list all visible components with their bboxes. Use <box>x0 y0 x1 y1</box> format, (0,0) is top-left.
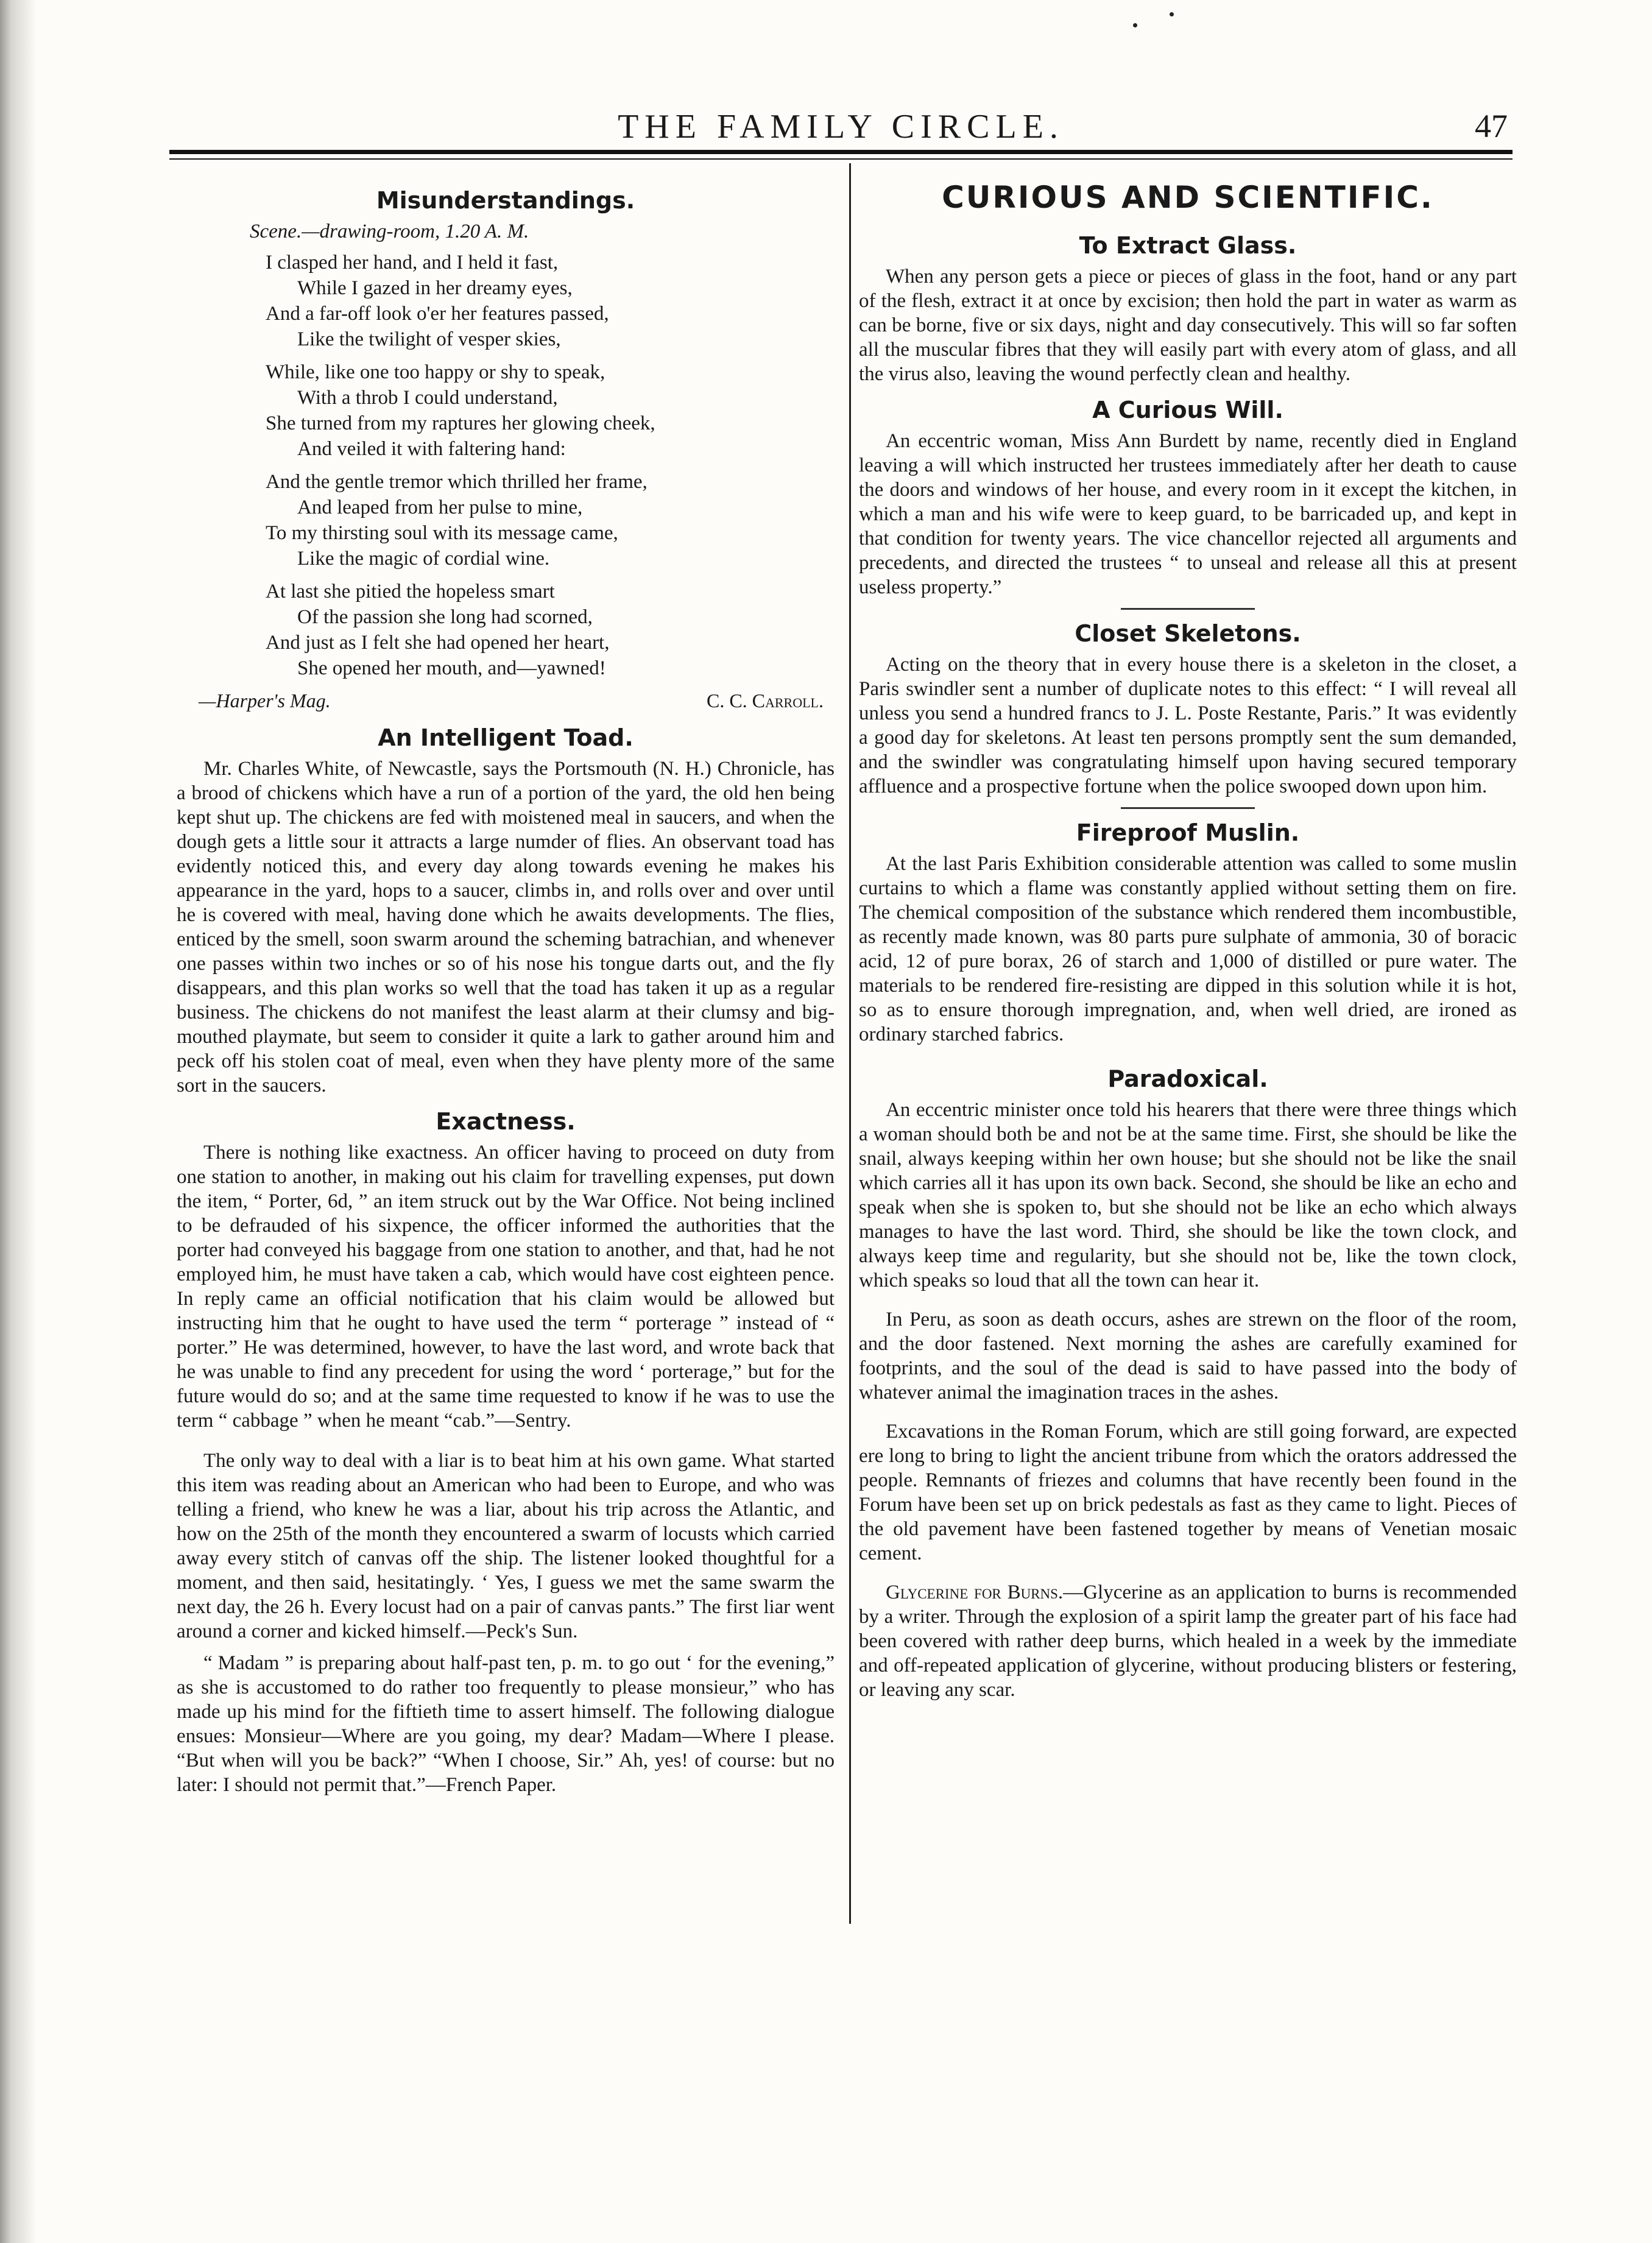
article-body: In Peru, as soon as death occurs, ashes are strewn on the floor of the room, and the door fastened. Next morning the ashes are carefully examined for footprints, and the soul of the dead is said to have passed into the body of whatever animal the imagination traces in the ashes. <box>859 1309 1517 1404</box>
poem-line: And leaped from her pulse to mine, <box>297 496 583 518</box>
article-text: —Glycerine as an application to burns is recommended by a writer. Through the explosion of a spirit lamp the greater part of his face had been covered with rather deep burns, which healed in a week by the immediate and off-repeated application of glycerine, without producing blisters or festering, or leaving any scar. <box>859 1581 1517 1701</box>
article-title: Closet Skeletons. <box>1075 620 1301 647</box>
article-body: Mr. Charles White, of Newcastle, says the Portsmouth (N. H.) Chronicle, has a brood of chickens which have a run of a portion of the yard, the old hen being kept shut up. The chickens are fed with moistened meal in saucers, and when the dough gets a little sour it attracts a large numder of flies. An observant toad has evidently noticed this, and every day along towards evening he makes his appearance in the yard, hops to a saucer, climbs in, and rolls over and over until he is covered with meal, having done which he awaits developments. The flies, enticed by the smell, soon swarm around the scheming batrachian, and whenever one passes within two inches or so of his nose his tongue darts out, and the fly disappears, and this plan works so well that the toad has taken it up as a regular business. The chickens do not manifest the least alarm at their clumsy and big-mouthed playmate, but seem to consider it quite a lark to gather around him and peck off his stolen coat of meal, even when they have plenty more of the same sort in the saucers. <box>177 758 835 1097</box>
article-title: A Curious Will. <box>1092 397 1283 423</box>
poem-line: And a far-off look o'er her features passed, <box>266 303 609 325</box>
article-title: To Extract Glass. <box>1079 232 1297 259</box>
article-body <box>859 1580 1517 1702</box>
header-rule <box>169 150 1513 154</box>
article-body: The only way to deal with a liar is to beat him at his own game. What started this item was reading about an American who had been to Europe, and who was telling a friend, who knew he was a liar, about his trip across the Atlantic, and how on the 25th of the month they encountered a swarm of locusts which carried away every stitch of canvas off the ship. The listener looked thoughtful for a moment, and then said, hesitatingly. ‘ Yes, I guess we met the same swarm the next day, the 26 h. Every locust had on a pair of canvas pants.” The first liar went around a corner and kicked himself.—Peck's Sun. <box>177 1450 835 1642</box>
header-rule-thin <box>169 158 1513 160</box>
article-roman-forum <box>859 1419 1517 1566</box>
poem-line: I clasped her hand, and I held it fast, <box>266 252 559 274</box>
article-title: Exactness. <box>436 1108 576 1135</box>
article-body: “ Madam ” is preparing about half-past ten, p. m. to go out ‘ for the evening,” as she is accustomed to do rather too frequently to please monsieur,” who has made up his mind for the fiftieth time to assert himself. The following dialogue ensues: Monsieur—Where are you going, my dear? Madam—Where I please. “But when will you be back?” “When I choose, Sir.” Ah, yes! of course: but no later: I should not permit that.”—French Paper. <box>177 1652 835 1796</box>
article-body: Acting on the theory that in every house there is a skeleton in the closet, a Paris swindler sent a number of duplicate notes to this effect: “ I will reveal all unless you send a hundred francs to J. L. Poste Restante, Paris.” It was evidently a good day for skeletons. At least ten persons promptly sent the sum demanded, and the swindler was congratulating himself upon having secured temporary affluence and a prospective fortune when the police swooped down upon him. <box>859 654 1517 797</box>
article-title: An Intelligent Toad. <box>378 724 634 751</box>
running-title: THE FAMILY CIRCLE. <box>618 108 1064 146</box>
article-body: An eccentric woman, Miss Ann Burdett by name, recently died in England leaving a will which instructed her trustees immediately after her death to cause the doors and windows of her house, and every room in it except the kitchen, in which a man and his wife were to keep guard, to be barricaded up, and kept in that condition for twenty years. The vice chancellor rejected all arguments and precedents, and directed the trustees “ to unseal and release all this at present useless property.” <box>859 430 1517 598</box>
poem-stanza <box>177 469 835 571</box>
article-body: At the last Paris Exhibition considerable attention was called to some muslin curtains to which a flame was constantly applied without setting them on fire. The chemical composition of the substance which rendered them incombustible, as recently made known, was 80 parts pure sulphate of ammonia, 30 of boracic acid, 12 of pure borax, 26 of starch and 1,000 of distilled or pure water. The materials to be rendered fire-resisting are dipped in this solution while it is hot, so as to ensure thorough impregnation, and, when well dried, are ironed as ordinary starched fabrics. <box>859 853 1517 1045</box>
poem-line: She turned from my raptures her glowing cheek, <box>266 412 655 434</box>
article-madam <box>177 1651 835 1797</box>
column-divider <box>849 163 851 1924</box>
article-title: Paradoxical. <box>1107 1065 1268 1092</box>
poem-stanza <box>177 359 835 462</box>
article-paradoxical <box>859 1065 1517 1293</box>
page-number: 47 <box>1475 108 1508 144</box>
right-column <box>859 177 1517 1709</box>
article-title: Fireproof Muslin. <box>1076 819 1300 846</box>
article-glycerine <box>859 1580 1517 1702</box>
poem-line: While, like one too happy or shy to speak, <box>266 361 605 383</box>
poem-line: She opened her mouth, and—yawned! <box>297 657 606 679</box>
article-lead: Glycerine for Burns. <box>886 1581 1064 1603</box>
article-body: Excavations in the Roman Forum, which are still going forward, are expected ere long to bring to light the ancient tribune from which the orators addressed the people. Remnants of friezes and columns that have recently been found in the Forum have been set up on brick pedestals as fast as they came to light. Pieces of the old pavement have been fastened together by means of Venetian mosaic cement. <box>859 1421 1517 1564</box>
article-fireproof-muslin <box>859 819 1517 1047</box>
print-specks <box>1133 12 1182 37</box>
poem-stanza <box>177 250 835 352</box>
article-exactness <box>177 1107 835 1433</box>
poem-line: Like the twilight of vesper skies, <box>297 328 561 350</box>
left-column <box>177 177 835 1804</box>
article-peru <box>859 1307 1517 1405</box>
article-intelligent-toad <box>177 724 835 1098</box>
article-title: Misunderstandings. <box>376 187 635 214</box>
scan-edge-shadow <box>0 0 37 2243</box>
article-extract-glass <box>859 231 1517 386</box>
poem-line: And the gentle tremor which thrilled her frame, <box>266 471 648 493</box>
article-closet-skeletons <box>859 620 1517 799</box>
poem-scene: Scene.—drawing-room, 1.20 A. M. <box>250 221 529 242</box>
poem-byline <box>199 688 835 713</box>
poem-line: And just as I felt she had opened her heart, <box>266 632 610 654</box>
poem-source: —Harper's Mag. <box>199 690 331 712</box>
section-divider <box>1121 807 1255 809</box>
poem-line: Of the passion she long had scorned, <box>297 606 593 628</box>
poem-line: And veiled it with faltering hand: <box>297 438 566 460</box>
poem-line: With a throb I could understand, <box>297 387 558 409</box>
poem-line: While I gazed in her dreamy eyes, <box>297 277 573 299</box>
article-body: When any person gets a piece or pieces of glass in the foot, hand or any part of the flesh, extract it at once by excision; then hold the part in water as warm as can be borne, five or six days, night and day consecutively. This will so far soften all the muscular fibres that they will easily part with every atom of glass, and all the virus also, leaving the wound perfectly clean and healthy. <box>859 266 1517 385</box>
poem-author: C. C. Carroll. <box>706 690 824 712</box>
article-body: An eccentric minister once told his hearers that there were three things which a woman should both be and not be at the same time. First, she should be like the snail, always keeping within her own house; but she should not be like the snail which carries all it has upon its own back. Second, she should be like an echo and speak when she is spoken to, but she should not be like an echo which always manages to have the last word. Third, she should be like the town clock, and always keep time and regularity, but she should not be, like the town clock, which speaks so loud that all the town can hear it. <box>859 1099 1517 1291</box>
article-curious-will <box>859 396 1517 599</box>
section-divider <box>1121 608 1255 610</box>
article-liar <box>177 1449 835 1644</box>
poem-line: Like the magic of cordial wine. <box>297 548 550 570</box>
section-heading: CURIOUS AND SCIENTIFIC. <box>942 180 1434 215</box>
poem-stanza <box>177 579 835 681</box>
article-body: There is nothing like exactness. An officer having to proceed on duty from one station to another, in making out his claim for travelling expenses, put down the item, “ Porter, 6d, ” an item struck out by the War Office. Not being inclined to be defrauded of his sixpence, the officer informed the authorities that the porter had conveyed his baggage from one station to another, and that, had he not employed him, he must have taken a cab, which would have cost eighteen pence. In reply came an official notification that his claim would be allowed but instructing him that he ought to have used the term “ porterage ” instead of “ porter.” He was determined, however, to have the last word, and wrote back that he was unable to find any precedent for using the word ‘ porterage,” but for the future would do so; and at the same time requested to know if he was to use the term “ cabbage ” when he meant “cab.”—Sentry. <box>177 1142 835 1432</box>
poem-line: To my thirsting soul with its message came, <box>266 522 618 544</box>
page-header <box>169 102 1513 157</box>
poem-line: At last she pitied the hopeless smart <box>266 581 555 602</box>
article-misunderstandings <box>177 186 835 713</box>
